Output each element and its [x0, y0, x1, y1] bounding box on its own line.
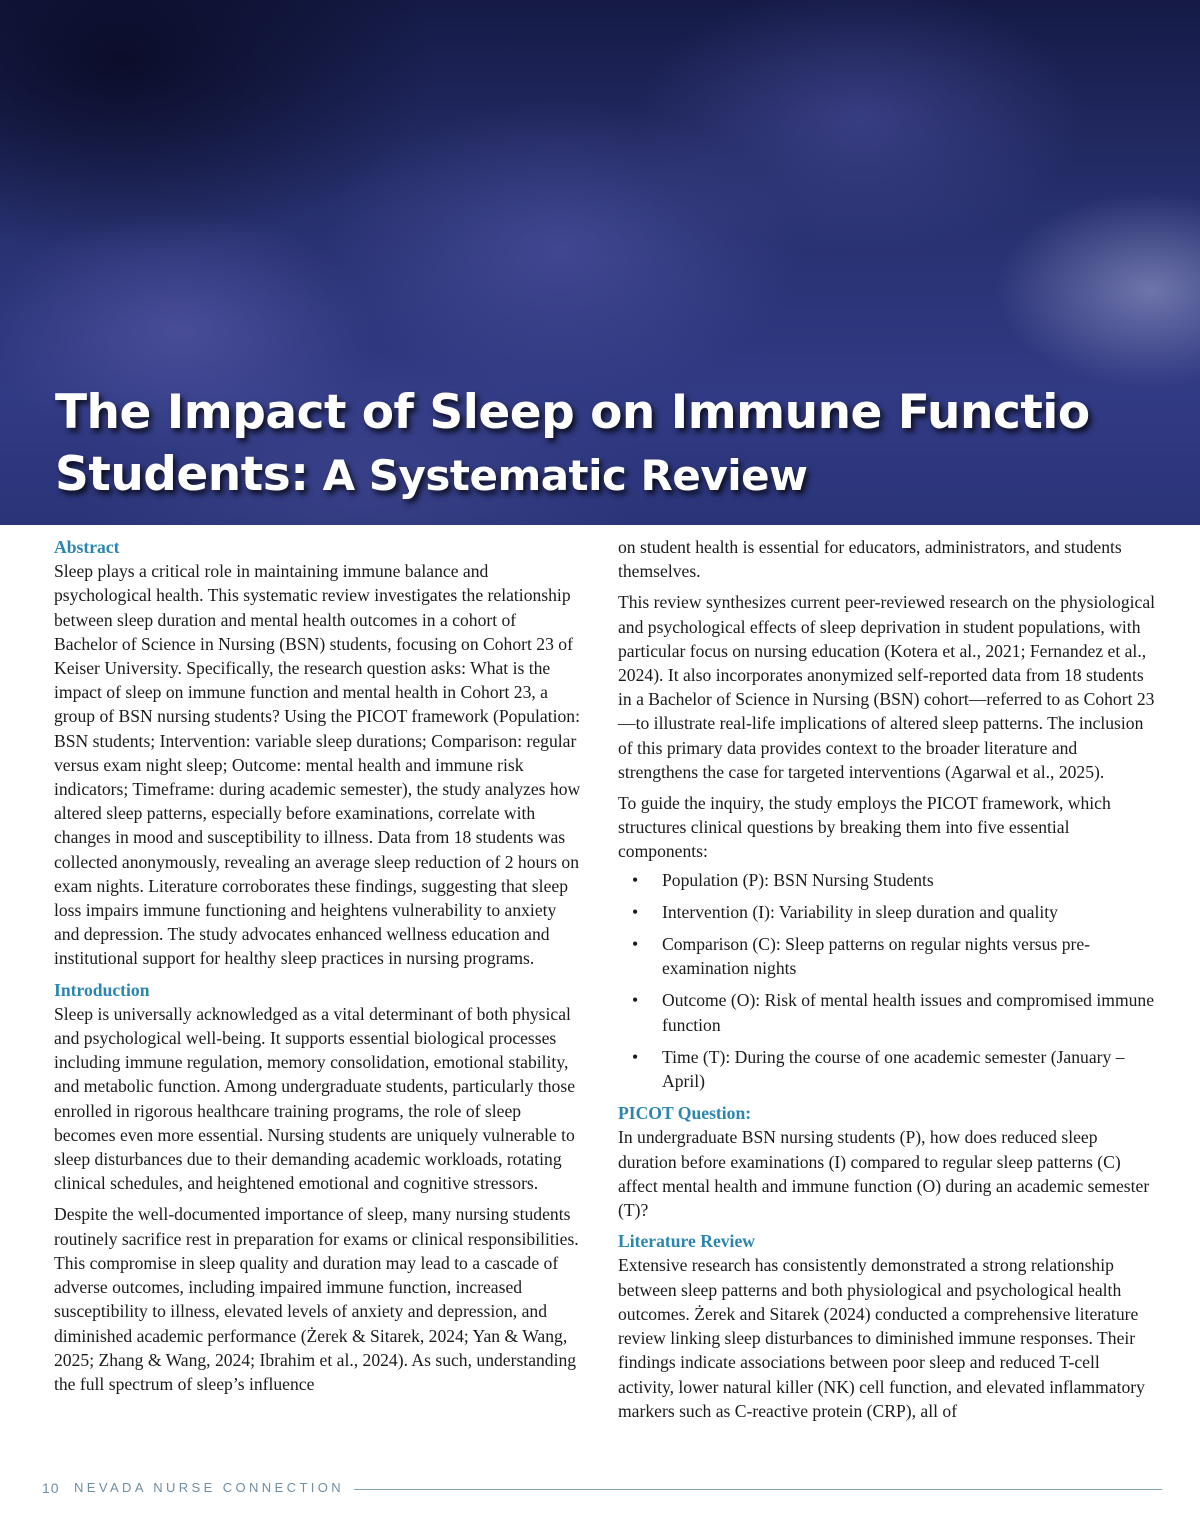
publication-name: NEVADA NURSE CONNECTION: [74, 1480, 345, 1495]
picot-question-heading: PICOT Question:: [618, 1103, 752, 1124]
list-item-text: Intervention (I): Variability in sleep duration and quality: [662, 901, 1058, 922]
title-line-2: [55, 444, 1090, 507]
list-item: [618, 900, 1158, 924]
bullet-icon: •: [632, 901, 639, 922]
introduction-heading: Introduction: [54, 979, 150, 1000]
introduction-paragraph-1: Sleep is universally acknowledged as a vital determinant of both physical and psychological well-being. It supports essential biological processes including immune regulation, memory consolidation, emotional stability, and metabolic function. Among undergraduate students, particularly those enrolled in rigorous healthcare training programs, the role of sleep becomes even more essential. Nursing students are uniquely vulnerable to sleep disturbances due to their demanding academic workloads, rotating clinical schedules, and heightened emotional and cognitive stressors.: [54, 1003, 575, 1194]
picot-intro-paragraph: To guide the inquiry, the study employs the PICOT framework, which structures clinical questions by breaking them into five essential components:: [618, 793, 1111, 862]
right-column: [618, 535, 1158, 1430]
list-item: [618, 1045, 1158, 1093]
list-item: [618, 988, 1158, 1036]
abstract-heading: Abstract: [54, 537, 120, 557]
list-item: [618, 932, 1158, 980]
list-item-text: Outcome (O): Risk of mental health issues and compromised immune function: [662, 990, 1155, 1035]
page-footer: [42, 1480, 1162, 1500]
list-item: [618, 868, 1158, 892]
list-item-text: Time (T): During the course of one academic semester (January – April): [662, 1046, 1125, 1092]
title-main-word: Students:: [55, 447, 309, 502]
continued-paragraph: on student health is essential for educators, administrators, and students themselves.: [618, 537, 1122, 582]
list-item-text: Population (P): BSN Nursing Students: [662, 869, 934, 890]
footer-rule: [354, 1489, 1162, 1490]
literature-review-heading: Literature Review: [618, 1231, 755, 1252]
title-subtitle: A Systematic Review: [308, 451, 808, 500]
page-number: 10: [42, 1480, 60, 1496]
title-line-1: The Impact of Sleep on Immune Functio: [55, 385, 1090, 440]
bullet-icon: •: [632, 990, 639, 1011]
hero-banner: [0, 0, 1200, 525]
picot-question-paragraph: In undergraduate BSN nursing students (P), how does reduced sleep duration before examinations (I) compared to regular sleep patterns (C) affect mental health and immune function (O) during an academic semester (T)?: [618, 1127, 1150, 1221]
bullet-icon: •: [632, 869, 639, 890]
literature-review-paragraph: Extensive research has consistently demonstrated a strong relationship between sleep patterns and both physiological and psychological health outcomes. Żerek and Sitarek (2024) conducted a comprehensive literature review linking sleep disturbances to diminished immune responses. Their findings indicate associations between poor sleep and reduced T-cell activity, lower natural killer (NK) cell function, and elevated inflammatory markers such as C-reactive protein (CRP), all of: [618, 1255, 1145, 1421]
list-item-text: Comparison (C): Sleep patterns on regular nights versus pre-examination nights: [662, 934, 1091, 979]
abstract-paragraph: Sleep plays a critical role in maintaining immune balance and psychological health. This systematic review investigates the relationship between sleep duration and mental health outcomes in a cohort of Bachelor of Science in Nursing (BSN) students, focusing on Cohort 23 of Keiser University. Specifically, the research question asks: What is the impact of sleep on immune function and mental health in Cohort 23, a group of BSN nursing students? Using the PICOT framework (Population: BSN students; Intervention: variable sleep durations; Comparison: regular versus exam night sleep; Outcome: mental health and immune risk indicators; Timeframe: during academic semester), the study analyzes how altered sleep patterns, especially before examinations, correlate with changes in mood and susceptibility to illness. Data from 18 students was collected anonymously, revealing an average sleep reduction of 2 hours on exam nights. Literature corroborates these findings, suggesting that sleep loss impairs immune functioning and heightens vulnerability to anxiety and depression. The study advocates enhanced wellness education and institutional support for healthy sleep practices in nursing programs.: [54, 561, 581, 969]
left-column: [54, 535, 584, 1403]
bullet-icon: •: [632, 1046, 639, 1067]
bullet-icon: •: [632, 934, 639, 955]
introduction-paragraph-2: Despite the well-documented importance of sleep, many nursing students routinely sacrifice rest in preparation for exams or clinical responsibilities. This compromise in sleep quality and duration may lead to a cascade of adverse outcomes, including impaired immune function, increased susceptibility to illness, elevated levels of anxiety and depression, and diminished academic performance (Żerek & Sitarek, 2024; Yan & Wang, 2025; Zhang & Wang, 2024; Ibrahim et al., 2024). As such, understanding the full spectrum of sleep’s influence: [54, 1204, 579, 1394]
review-paragraph: This review synthesizes current peer-reviewed research on the physiological and psychological effects of sleep deprivation in student populations, with particular focus on nursing education (Kotera et al., 2021; Fernandez et al., 2024). It also incorporates anonymized self-reported data from 18 students in a Bachelor of Science in Nursing (BSN) cohort—referred to as Cohort 23—to illustrate real-life implications of altered sleep patterns. The inclusion of this primary data provides context to the broader literature and strengthens the case for targeted interventions (Agarwal et al., 2025).: [618, 592, 1156, 782]
article-title: [55, 382, 1090, 507]
picot-list: [618, 868, 1158, 1094]
